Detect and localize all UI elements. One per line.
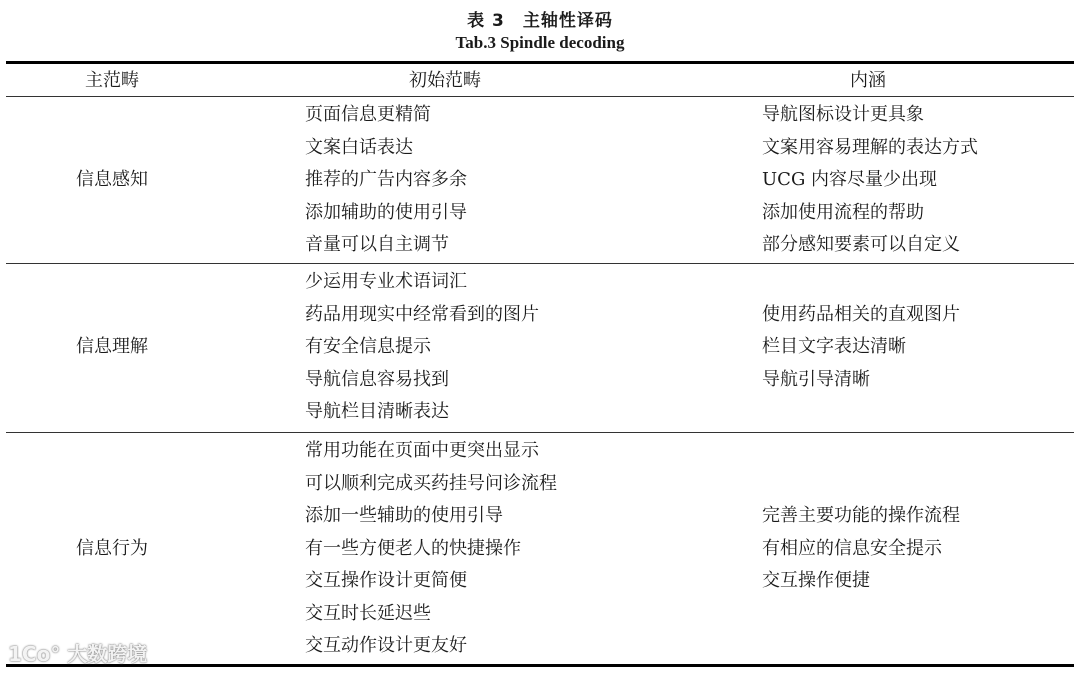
table-group bbox=[0, 97, 1080, 265]
table-group bbox=[0, 433, 1080, 666]
main-category: 信息行为 bbox=[76, 537, 148, 559]
initial-category-item: 音量可以自主调节 bbox=[305, 234, 449, 255]
initial-category-column bbox=[305, 266, 539, 429]
meaning-item: 完善主要功能的操作流程 bbox=[762, 505, 960, 526]
group-separator bbox=[6, 263, 1074, 264]
watermark-logo: 1Co° 大数跨境 bbox=[8, 642, 148, 666]
initial-category-item: 导航栏目清晰表达 bbox=[305, 401, 449, 422]
meaning-column bbox=[762, 266, 960, 429]
top-rule bbox=[6, 61, 1074, 64]
meaning-item: 栏目文字表达清晰 bbox=[762, 336, 906, 357]
meaning-item: 使用药品相关的直观图片 bbox=[762, 303, 960, 325]
main-category: 信息感知 bbox=[76, 169, 148, 191]
initial-category-item: 有安全信息提示 bbox=[305, 336, 431, 357]
table-caption-zh: 表 3 主轴性译码 bbox=[467, 11, 613, 31]
initial-category-item: 添加辅助的使用引导 bbox=[305, 201, 467, 223]
group-separator bbox=[6, 432, 1074, 433]
meaning-item: 部分感知要素可以自定义 bbox=[762, 234, 960, 255]
meaning-item: 文案用容易理解的表达方式 bbox=[762, 136, 978, 158]
initial-category-item: 导航信息容易找到 bbox=[305, 368, 449, 390]
meaning-item: 导航引导清晰 bbox=[762, 368, 870, 390]
table-group bbox=[0, 264, 1080, 432]
initial-category-item: 药品用现实中经常看到的图片 bbox=[305, 303, 539, 325]
initial-category-item: 文案白话表达 bbox=[305, 136, 413, 158]
initial-category-item: 交互动作设计更友好 bbox=[305, 635, 467, 656]
meaning-item bbox=[762, 396, 960, 429]
header-meaning: 内涵 bbox=[850, 70, 886, 91]
initial-category-item: 少运用专业术语词汇 bbox=[305, 271, 467, 292]
meaning-column bbox=[762, 99, 978, 262]
initial-category-item: 常用功能在页面中更突出显示 bbox=[305, 440, 539, 461]
meaning-item bbox=[762, 598, 960, 631]
initial-category-item: 交互时长延迟些 bbox=[305, 602, 431, 624]
meaning-item: 导航图标设计更具象 bbox=[762, 104, 924, 125]
meaning-item: 交互操作便捷 bbox=[762, 570, 870, 591]
initial-category-item: 有一些方便老人的快捷操作 bbox=[305, 537, 521, 559]
initial-category-item: 页面信息更精简 bbox=[305, 104, 431, 125]
meaning-item bbox=[762, 435, 960, 468]
table-caption-en: Tab.3 Spindle decoding bbox=[455, 33, 625, 52]
meaning-column bbox=[762, 435, 960, 663]
initial-category-item: 推荐的广告内容多余 bbox=[305, 169, 467, 190]
header-initial-category: 初始范畴 bbox=[409, 70, 481, 91]
header-main-category: 主范畴 bbox=[85, 70, 139, 91]
main-category: 信息理解 bbox=[76, 336, 148, 358]
initial-category-item: 可以顺利完成买药挂号问诊流程 bbox=[305, 472, 557, 494]
initial-category-column bbox=[305, 435, 557, 663]
initial-category-item: 交互操作设计更简便 bbox=[305, 570, 467, 591]
meaning-item bbox=[762, 468, 960, 501]
meaning-item bbox=[762, 630, 960, 663]
meaning-item: 有相应的信息安全提示 bbox=[762, 537, 942, 559]
meaning-item: UCG 内容尽量少出现 bbox=[762, 169, 938, 190]
meaning-item: 添加使用流程的帮助 bbox=[762, 201, 924, 223]
bottom-rule bbox=[6, 664, 1074, 667]
initial-category-item: 添加一些辅助的使用引导 bbox=[305, 505, 503, 526]
initial-category-column bbox=[305, 99, 467, 262]
meaning-item bbox=[762, 266, 960, 299]
